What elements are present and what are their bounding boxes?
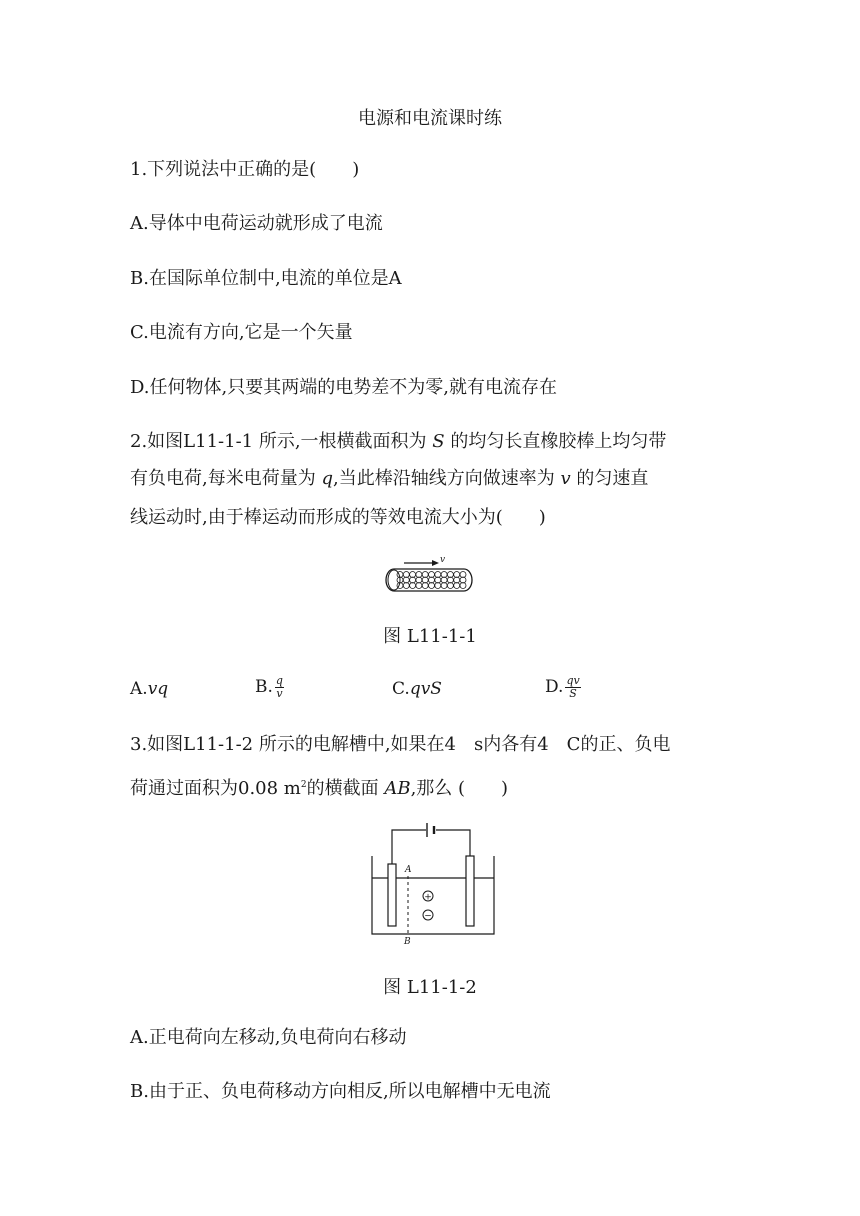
charge-circle xyxy=(410,583,416,589)
charge-circle xyxy=(454,577,460,583)
charge-circle xyxy=(435,572,441,578)
electrolytic-cell-figure xyxy=(364,822,504,946)
charge-circle xyxy=(460,577,466,583)
charge-circle xyxy=(410,572,416,578)
figure-1-caption: 图 L11-1-1 xyxy=(383,626,477,647)
charge-circles xyxy=(397,572,466,589)
charge-circle xyxy=(403,572,409,578)
charge-circle xyxy=(441,583,447,589)
question-2-line-2: 有负电荷,每米电荷量为 q,当此棒沿轴线方向做速率为 v 的匀速直 xyxy=(130,468,649,489)
charge-circle xyxy=(441,577,447,583)
charge-circle xyxy=(429,572,435,578)
question-2-option-b: B. $\frac{q}{v}$ xyxy=(255,674,283,700)
label-a: A xyxy=(405,865,412,875)
question-1-option-a: A.导体中电荷运动就形成了电流 xyxy=(130,213,383,234)
question-1-option-b: B.在国际单位制中,电流的单位是A xyxy=(130,268,402,289)
charge-circle xyxy=(435,577,441,583)
question-2-option-c: C.qvS xyxy=(392,679,442,699)
charge-circle xyxy=(447,572,453,578)
charge-circle xyxy=(460,572,466,578)
charge-circle xyxy=(460,583,466,589)
charge-circle xyxy=(422,572,428,578)
question-2-option-d: D. $\frac{qv}{S}$ xyxy=(545,674,580,700)
charge-circle xyxy=(447,577,453,583)
page-title: 电源和电流课时练 xyxy=(358,108,502,129)
rubber-rod-figure xyxy=(380,552,480,598)
question-3-option-b: B.由于正、负电荷移动方向相反,所以电解槽中无电流 xyxy=(130,1081,551,1102)
charge-circle xyxy=(435,583,441,589)
question-2-line-3: 线运动时,由于棒运动而形成的等效电流大小为( ) xyxy=(130,507,546,528)
figure-2-caption: 图 L11-1-2 xyxy=(383,977,477,998)
charge-circle xyxy=(410,577,416,583)
charge-circle xyxy=(422,577,428,583)
charge-circle xyxy=(447,583,453,589)
question-3-option-a: A.正电荷向左移动,负电荷向右移动 xyxy=(130,1027,407,1048)
label-b: B xyxy=(404,937,411,946)
charge-circle xyxy=(429,577,435,583)
charge-circle xyxy=(416,572,422,578)
velocity-label: v xyxy=(440,555,446,565)
charge-circle xyxy=(454,583,460,589)
charge-circle xyxy=(403,583,409,589)
negative-ion: − xyxy=(424,911,432,922)
question-1-option-d: D.任何物体,只要其两端的电势差不为零,就有电流存在 xyxy=(130,377,557,398)
charge-circle xyxy=(416,577,422,583)
charge-circle xyxy=(429,583,435,589)
charge-circle xyxy=(403,577,409,583)
question-2-line-1: 2.如图L11-1-1 所示,一根横截面积为 S 的均匀长直橡胶棒上均匀带 xyxy=(130,431,667,452)
question-3-line-2: 荷通过面积为0.08 $m^2$的横截面 AB,那么 ( ) xyxy=(130,778,509,799)
charge-circle xyxy=(441,572,447,578)
charge-circle xyxy=(454,572,460,578)
question-1-option-c: C.电流有方向,它是一个矢量 xyxy=(130,322,353,343)
charge-circle xyxy=(422,583,428,589)
charge-circle xyxy=(416,583,422,589)
positive-ion: + xyxy=(424,892,432,903)
question-1-stem: 1.下列说法中正确的是( ) xyxy=(130,159,360,180)
question-3-line-1: 3.如图L11-1-2 所示的电解槽中,如果在4 s内各有4 C的正、负电 xyxy=(130,734,671,755)
question-2-option-a: A.vq xyxy=(130,679,169,699)
